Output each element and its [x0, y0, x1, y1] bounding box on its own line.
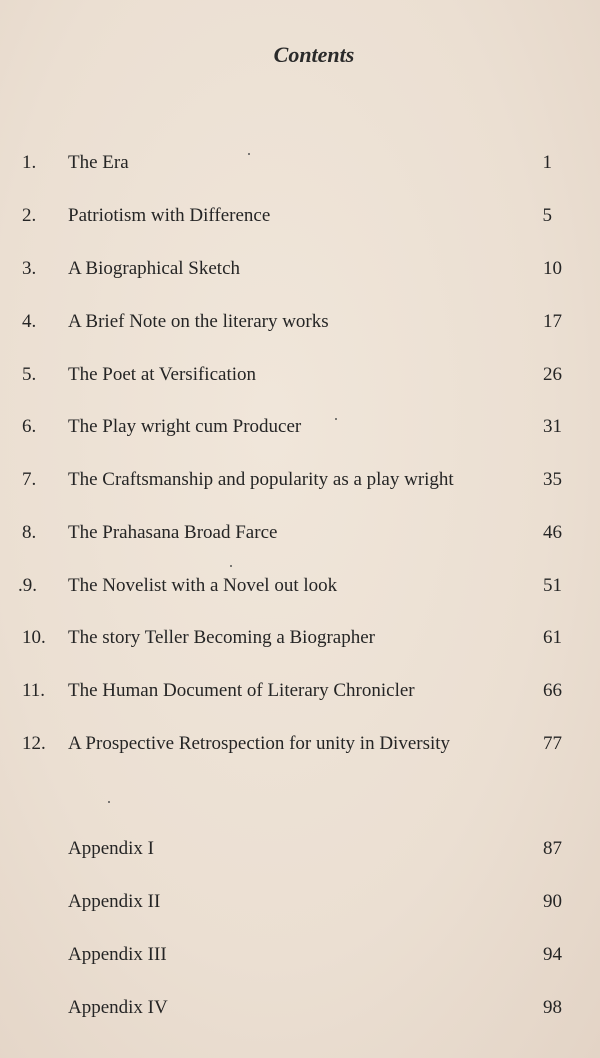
appendix-page: 94: [543, 944, 562, 965]
chapter-page: 31: [543, 416, 562, 437]
toc-entry: [0, 834, 600, 864]
chapter-page: 10: [543, 258, 562, 279]
chapter-title: A Biographical Sketch: [68, 258, 241, 279]
chapter-title: The Poet at Versification: [68, 364, 257, 385]
ink-speck: [248, 153, 250, 155]
chapter-title: The Play wright cum Producer: [68, 416, 302, 437]
chapter-title: A Prospective Retrospection for unity in Diversity: [68, 733, 451, 754]
appendix-title: Appendix I: [68, 838, 155, 859]
appendix-page: 87: [543, 838, 562, 859]
chapter-page: 61: [543, 627, 562, 648]
appendix-page: 90: [543, 891, 562, 912]
appendix-title: Appendix III: [68, 944, 167, 965]
chapter-title: The Human Document of Literary Chronicler: [68, 680, 415, 701]
ink-speck: [108, 801, 110, 803]
chapter-number: 6.: [22, 416, 37, 437]
chapter-page: 35: [543, 469, 562, 490]
chapter-page: 51: [543, 575, 562, 596]
chapter-number: 1.: [22, 152, 37, 173]
chapter-number: 3.: [22, 258, 37, 279]
toc-entry: [0, 307, 600, 337]
chapter-page: 26: [543, 364, 562, 385]
chapter-number: 2.: [22, 205, 37, 226]
appendix-page: 98: [543, 997, 562, 1018]
toc-entry: [0, 729, 600, 759]
appendix-title: Appendix IV: [68, 997, 168, 1018]
chapter-page: 46: [543, 522, 562, 543]
ink-speck: [230, 565, 232, 567]
ink-speck: [335, 418, 337, 420]
chapter-number: 4.: [22, 311, 37, 332]
toc-entry: [0, 148, 600, 178]
appendix-title: Appendix II: [68, 891, 161, 912]
toc-entry: [0, 993, 600, 1023]
toc-entry: [0, 887, 600, 917]
chapter-title: The Era: [68, 152, 129, 173]
chapter-number: 11.: [22, 680, 46, 701]
toc-entry: [0, 571, 600, 601]
chapter-title: The Novelist with a Novel out look: [68, 575, 338, 596]
chapter-title: The story Teller Becoming a Biographer: [68, 627, 375, 648]
toc-entry: [0, 201, 600, 231]
toc-entry: [0, 254, 600, 284]
chapter-title: The Prahasana Broad Farce: [68, 522, 278, 543]
toc-entry: [0, 676, 600, 706]
toc-entry: [0, 940, 600, 970]
chapter-page: 17: [543, 311, 562, 332]
toc-entry: [0, 412, 600, 442]
chapter-number: 5.: [22, 364, 37, 385]
chapter-number: 7.: [22, 469, 37, 490]
page-title: Contents: [273, 42, 355, 67]
chapter-title: Patriotism with Difference: [68, 205, 271, 226]
chapter-page: 66: [543, 680, 562, 701]
chapter-page: 1: [542, 152, 552, 173]
chapter-number: 10.: [22, 627, 46, 648]
chapter-title: A Brief Note on the literary works: [68, 311, 329, 332]
chapter-number: 8.: [22, 522, 37, 543]
chapter-page: 77: [543, 733, 562, 754]
toc-entry: [0, 360, 600, 390]
chapter-page: 5: [542, 205, 552, 226]
chapter-number: .9.: [18, 575, 37, 596]
toc-entry: [0, 518, 600, 548]
toc-entry: [0, 465, 600, 495]
chapter-number: 12.: [22, 733, 46, 754]
toc-entry: [0, 623, 600, 653]
chapter-title: The Craftsmanship and popularity as a play wright: [68, 469, 454, 490]
